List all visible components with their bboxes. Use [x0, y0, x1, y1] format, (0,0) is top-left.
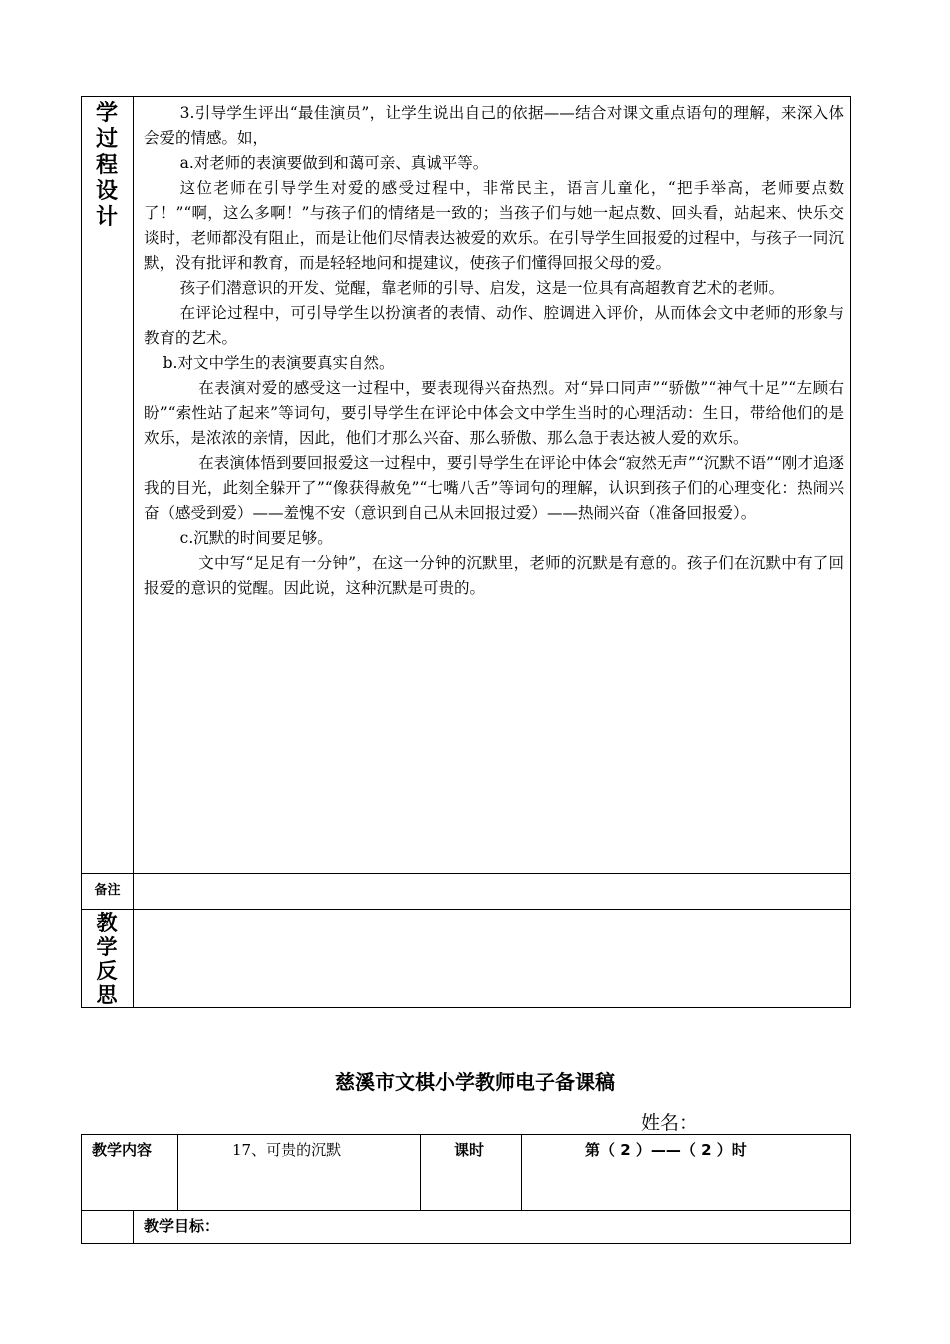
period-label: 课时	[454, 1141, 485, 1159]
column-divider	[177, 1135, 178, 1210]
paragraph: 在表演体悟到要回报爱这一过程中，要引导学生在评论中体会“寂然无声”“沉默不语”“刚才追逐我的目光，此刻全躲开了”“像获得赦免”“七嘴八舌”等词句的理解，认识到孩子们的心理变化：热闹兴奋（感受到爱）——羞愧不安（意识到自己从未回报过爱）——热闹兴奋（准备回报爱）。	[144, 454, 844, 522]
paragraph: 在评论过程中，可引导学生以扮演者的表情、动作、腔调进入评价，从而体会文中老师的形象与教育的艺术。	[144, 304, 844, 347]
paragraph: b.对文中学生的表演要真实自然。	[162, 354, 395, 372]
column-divider	[133, 1210, 134, 1244]
row-divider	[82, 873, 850, 874]
page-title: 慈溪市文棋小学教师电子备课稿	[335, 1070, 615, 1094]
paragraph: 3.引导学生评出“最佳演员”，让学生说出自己的依据——结合对课文重点语句的理解，来深入体会爱的情感。如，	[144, 104, 844, 147]
paragraph: 孩子们潜意识的开发、觉醒，靠老师的引导、启发，这是一位具有高超教育艺术的老师。	[179, 279, 785, 297]
row-divider	[82, 909, 850, 910]
notes-label: 备注	[94, 883, 121, 898]
column-divider	[420, 1135, 421, 1210]
content-label: 教学内容	[92, 1141, 153, 1159]
column-divider	[133, 97, 134, 1007]
paragraph: c.沉默的时间要足够。	[179, 529, 333, 547]
paragraph: a.对老师的表演要做到和蔼可亲、真诚平等。	[179, 154, 489, 172]
paragraph: 在表演对爱的感受这一过程中，要表现得兴奋热烈。对“异口同声”“骄傲”“神气十足”“左顾右盼”“索性站了起来”等词句，要引导学生在评论中体会文中学生当时的心理活动：生日，带给他们的是欢乐，是浓浓的亲情，因此，他们才那么兴奋、那么骄傲、那么急于表达被人爱的欢乐。	[144, 379, 844, 447]
paragraph: 文中写“足足有一分钟”，在这一分钟的沉默里，老师的沉默是有意的。孩子们在沉默中有了回报爱的意识的觉醒。因此说，这种沉默是可贵的。	[144, 554, 844, 597]
content-value: 17、可贵的沉默	[232, 1141, 342, 1159]
lesson-info-table	[81, 1134, 851, 1244]
name-label: 姓名：	[641, 1112, 699, 1134]
design-section-label: 学过程设计	[95, 101, 118, 230]
period-value: 第（ 2 ）——（ 2 ）时	[585, 1141, 747, 1159]
column-divider	[521, 1135, 522, 1210]
lesson-design-table	[81, 96, 851, 1008]
row-divider	[82, 1210, 850, 1211]
reflection-label: 教学反思	[96, 911, 118, 1007]
goal-label: 教学目标：	[144, 1217, 220, 1235]
design-content	[144, 101, 844, 601]
paragraph: 这位老师在引导学生对爱的感受过程中，非常民主，语言儿童化，“把手举高，老师要点数了！”“啊，这么多啊！”与孩子们的情绪是一致的；当孩子们与她一起点数、回头看，站起来、快乐交谈时，老师都没有阻止，而是让他们尽情表达被爱的欢乐。在引导学生回报爱的过程中，与孩子一同沉默，没有批评和教育，而是轻轻地问和提建议，使孩子们懂得回报父母的爱。	[144, 179, 844, 272]
